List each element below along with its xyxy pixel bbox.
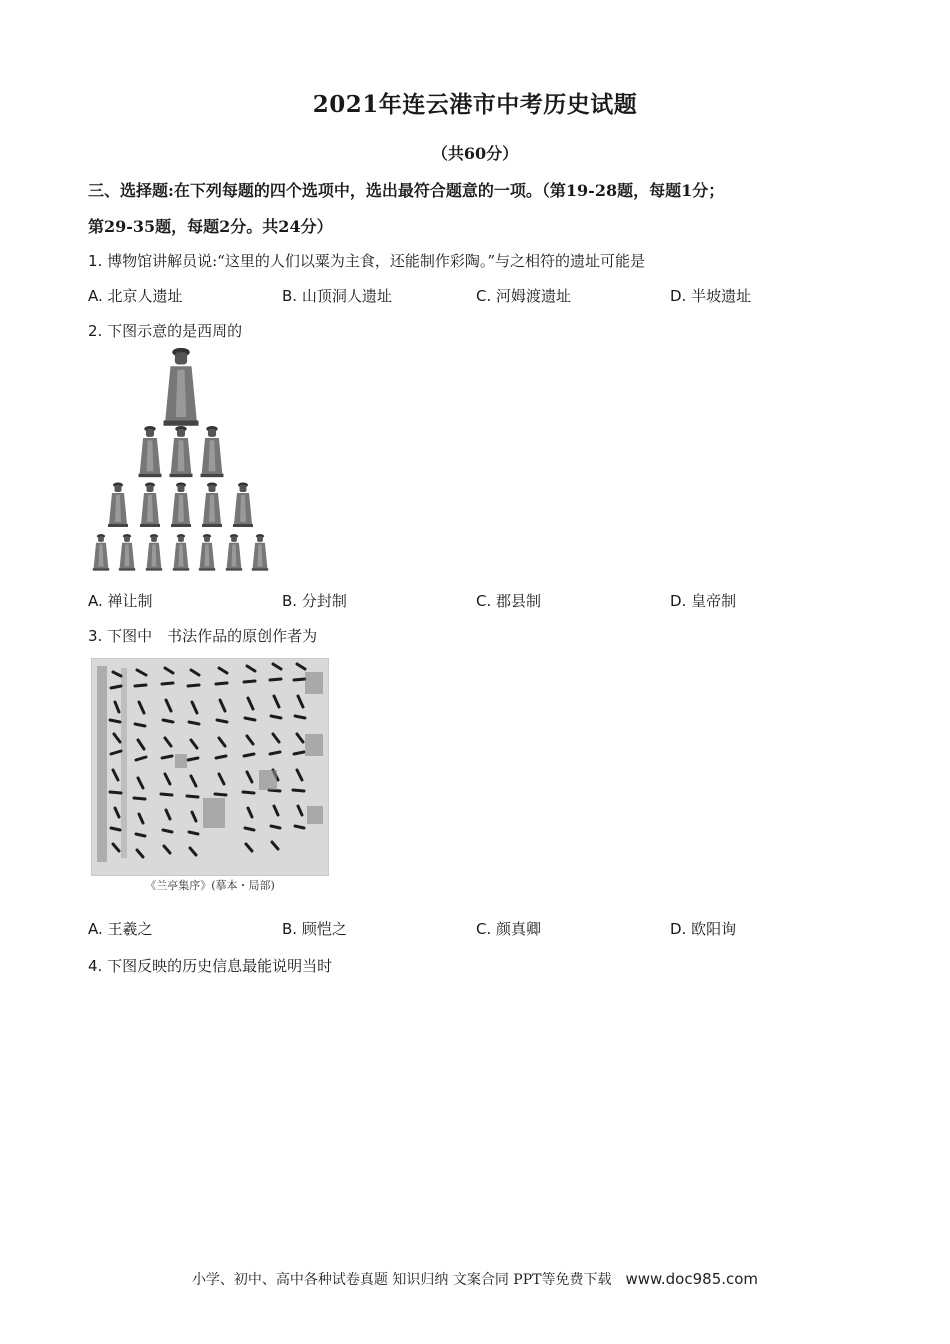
- official-figure: [140, 483, 160, 528]
- figure-caption: 《兰亭集序》(摹本・局部): [145, 879, 275, 892]
- question-text: 下图示意的是西周的: [107, 322, 243, 340]
- shi-figure: [93, 534, 109, 570]
- feudal-pyramid-image: [88, 348, 273, 574]
- official-figure: [233, 483, 253, 528]
- footer-text: 小学、初中、高中各种试卷真题 知识归纳 文案合同 PPT等免费下载: [191, 1272, 612, 1288]
- shi-figure: [252, 534, 268, 570]
- noble-figure: [201, 426, 224, 477]
- page-title: 2021年连云港市中考历史试题: [312, 91, 638, 118]
- shi-figure: [173, 534, 189, 570]
- shi-figure: [199, 534, 215, 570]
- q1-option-a[interactable]: A. 北京人遗址: [88, 287, 183, 305]
- q2-option-c[interactable]: C. 郡县制: [476, 592, 542, 610]
- footer-url-link[interactable]: www.doc985.com: [625, 1270, 759, 1288]
- section-instructions-line2: 第29-35题，每题2分。共24分）: [88, 217, 333, 236]
- question-number: 1.: [88, 252, 103, 270]
- q1-option-b[interactable]: B. 山顶洞人遗址: [282, 287, 392, 305]
- q2-option-b[interactable]: B. 分封制: [282, 592, 347, 610]
- q1-option-d[interactable]: D. 半坡遗址: [670, 287, 752, 305]
- noble-figure: [170, 426, 193, 477]
- question-text: 下图反映的历史信息最能说明当时: [107, 957, 333, 975]
- noble-figure: [139, 426, 162, 477]
- q3-option-c[interactable]: C. 颜真卿: [476, 920, 542, 938]
- question-2: [88, 320, 242, 341]
- question-4: [88, 955, 332, 976]
- page-footer: [0, 1269, 950, 1289]
- score-note: （共60分）: [431, 144, 519, 163]
- official-figure: [202, 483, 222, 528]
- question-number: 2.: [88, 322, 103, 340]
- q1-option-c[interactable]: C. 河姆渡遗址: [476, 287, 572, 305]
- section-instructions-line1: 三、选择题:在下列每题的四个选项中，选出最符合题意的一项。（第19-28题，每题1分；: [88, 181, 725, 200]
- shi-figure: [119, 534, 135, 570]
- official-figure: [108, 483, 128, 528]
- emperor-figure: [164, 348, 199, 426]
- calligraphy-figure: [91, 658, 329, 890]
- question-1: [88, 250, 645, 271]
- q3-option-a[interactable]: A. 王羲之: [88, 920, 153, 938]
- official-figure: [171, 483, 191, 528]
- lanting-calligraphy-image: [91, 658, 329, 876]
- q2-option-a[interactable]: A. 禅让制: [88, 592, 153, 610]
- question-text: 下图中 书法作品的原创作者为: [107, 627, 318, 645]
- q3-option-b[interactable]: B. 顾恺之: [282, 920, 347, 938]
- shi-figure: [146, 534, 162, 570]
- q2-option-d[interactable]: D. 皇帝制: [670, 592, 737, 610]
- question-number: 3.: [88, 627, 103, 645]
- question-text: 博物馆讲解员说:“这里的人们以粟为主食，还能制作彩陶。”与之相符的遗址可能是: [107, 252, 645, 270]
- shi-figure: [226, 534, 242, 570]
- feudal-hierarchy-figure: [88, 348, 273, 574]
- q3-option-d[interactable]: D. 欧阳询: [670, 920, 737, 938]
- question-3: [88, 625, 317, 646]
- question-number: 4.: [88, 957, 103, 975]
